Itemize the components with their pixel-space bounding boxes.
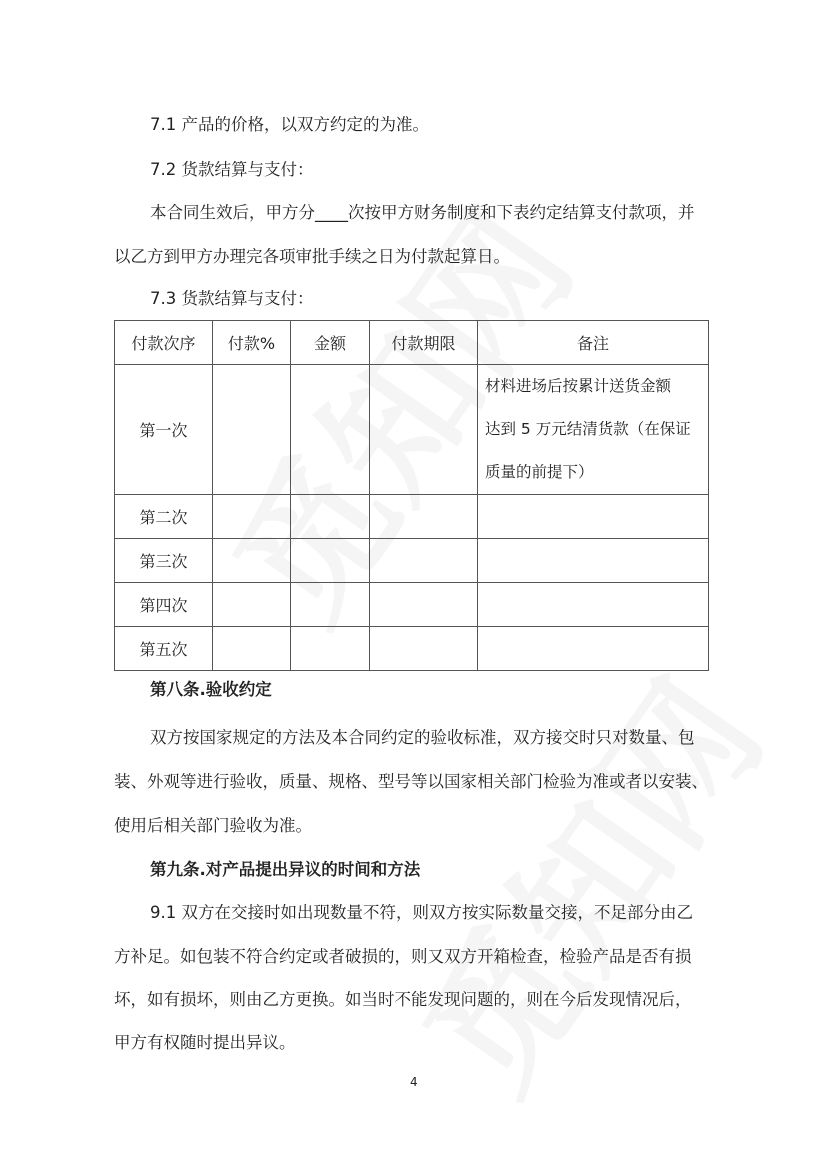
table-row bbox=[115, 583, 709, 627]
clause-7-2: 7.2 货款结算与支付： bbox=[150, 160, 314, 179]
table-header-row bbox=[115, 321, 709, 365]
paragraph-line: 双方按国家规定的方法及本合同约定的验收标准，双方接交时只对数量、包 bbox=[150, 728, 695, 747]
note-cell: 材料进场后按累计送货金额 达到 5 万元结清货款（在保证 质量的前提下） bbox=[478, 365, 709, 495]
table-row bbox=[115, 495, 709, 539]
table-row bbox=[115, 539, 709, 583]
payment-order: 第四次 bbox=[115, 583, 213, 627]
paragraph-line: 本合同生效后，甲方分____次按甲方财务制度和下表约定结算支付款项，并 bbox=[150, 203, 695, 222]
paragraph-line: 坏，如有损坏，则由乙方更换。如当时不能发现问题的，则在今后发现情况后， bbox=[114, 990, 692, 1009]
paragraph-line: 以乙方到甲方办理完各项审批手续之日为付款起算日。 bbox=[114, 247, 510, 266]
table-row bbox=[115, 627, 709, 671]
table-header: 付款期限 bbox=[370, 321, 478, 365]
table-header: 付款% bbox=[213, 321, 291, 365]
table-header: 备注 bbox=[478, 321, 709, 365]
clause-7-1: 7.1 产品的价格，以双方约定的为准。 bbox=[150, 115, 429, 134]
section-9-title: 第九条.对产品提出异议的时间和方法 bbox=[150, 860, 421, 879]
payment-order: 第五次 bbox=[115, 627, 213, 671]
watermark bbox=[394, 653, 795, 1122]
table-header: 金额 bbox=[291, 321, 370, 365]
clause-7-3: 7.3 货款结算与支付： bbox=[150, 289, 314, 308]
paragraph-line: 装、外观等进行验收，质量、规格、型号等以国家相关部门检验为准或者以安装、 bbox=[114, 772, 708, 791]
table-header: 付款次序 bbox=[115, 321, 213, 365]
payment-table bbox=[114, 320, 709, 671]
page-number: 4 bbox=[410, 1075, 418, 1089]
paragraph-line: 9.1 双方在交接时如出现数量不符，则双方按实际数量交接，不足部分由乙 bbox=[150, 903, 693, 922]
paragraph-line: 甲方有权随时提出异议。 bbox=[114, 1033, 296, 1052]
payment-order: 第三次 bbox=[115, 539, 213, 583]
paragraph-line: 方补足。如包装不符合约定或者破损的，则又双方开箱检查，检验产品是否有损 bbox=[114, 947, 692, 966]
paragraph-line: 使用后相关部门验收为准。 bbox=[114, 816, 312, 835]
table-row bbox=[115, 365, 709, 495]
payment-order: 第二次 bbox=[115, 495, 213, 539]
payment-order: 第一次 bbox=[115, 365, 213, 495]
section-8-title: 第八条.验收约定 bbox=[150, 680, 272, 699]
